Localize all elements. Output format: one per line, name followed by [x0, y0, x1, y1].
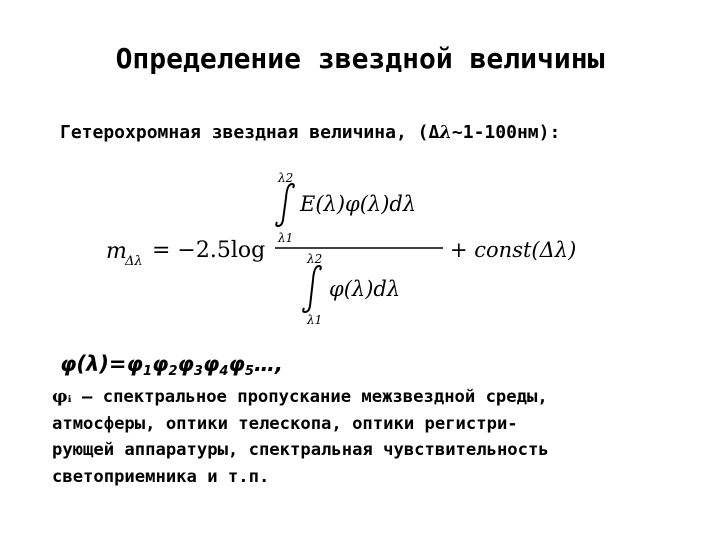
magnitude-formula [100, 166, 600, 336]
subtitle [60, 122, 560, 143]
numerator-integral-sign [276, 184, 294, 226]
phi-index: 4 [219, 364, 229, 379]
subtitle-lambda: λ [439, 122, 452, 143]
phi-product-suffix: …, [253, 352, 283, 376]
description-line: атмосферы, оптики телескопа, оптики регистри- [52, 413, 518, 434]
description-line: рующей аппаратуры, спектральная чувствительность [52, 440, 549, 460]
phi-index: 3 [193, 364, 203, 379]
phi-factor: φ [152, 352, 169, 376]
formula-equals-coef: = −2.5log [152, 238, 266, 263]
phi-index: 5 [244, 364, 254, 379]
description-line-1-text: – спектральное пропускание межзвездной среды, [71, 387, 548, 407]
numerator-lower-limit: λ1 [278, 231, 294, 245]
denominator-lower-limit: λ1 [307, 313, 323, 327]
formula-lhs-sub: Δλ [125, 254, 143, 269]
phi-factor: φ [177, 352, 194, 376]
phi-index: 2 [168, 364, 178, 379]
phi-factor: φ [228, 352, 245, 376]
phi-product-prefix: φ(λ)= [60, 352, 127, 376]
description-paragraph [52, 384, 712, 490]
description-line: светоприемника и т.п. [52, 466, 270, 487]
subtitle-range: ~1-100нм): [451, 122, 561, 143]
phi-index: 1 [142, 364, 152, 379]
formula-lhs-symbol: m [106, 239, 127, 264]
formula-const-term: + const(Δλ) [450, 238, 577, 262]
description-line [52, 384, 712, 411]
phi-product [60, 352, 283, 379]
numerator-integrand: E(λ)φ(λ)dλ [300, 192, 417, 216]
subtitle-text: Гетерохромная звездная величина, (Δ [60, 122, 440, 143]
numerator-upper-limit: λ2 [278, 171, 294, 185]
phi-factor: φ [126, 352, 143, 376]
phi-factor: φ [202, 352, 220, 376]
page-title: Определение звездной величины [115, 42, 605, 75]
denominator-upper-limit: λ2 [307, 252, 323, 266]
denominator-integrand: φ(λ)dλ [329, 277, 401, 301]
denominator-integral-sign [303, 266, 321, 312]
phi-i-symbol: φᵢ [52, 387, 72, 407]
